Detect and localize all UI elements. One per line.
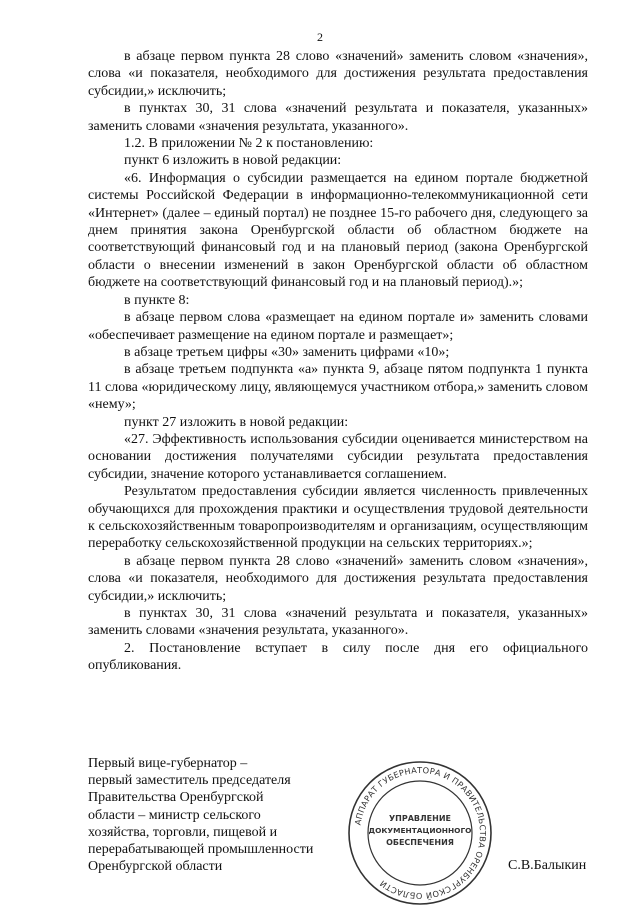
paragraph: в абзаце третьем подпункта «а» пункта 9, абзаце пятом подпункта 1 пункта 11 слова «юридическому лицу, являющемуся участником отбора,» заменить словом «нему»; [88, 362, 588, 413]
signer-line: Правительства Оренбургской [88, 790, 264, 806]
signer-title [88, 755, 348, 875]
stamp-outer-text: АППАРАТ ГУБЕРНАТОРА И ПРАВИТЕЛЬСТВА ОРЕНБУРГСКОЙ ОБЛАСТИ [352, 764, 489, 902]
paragraph: Результатом предоставления субсидии является численность привлеченных обучающихся для прохождения практики и осуществления трудовой деятельности к сельскохозяйственным товаропроизводителям и организациям, осуществляющим переработку сельскохозяйственной продукции на сельских территориях.»; [88, 484, 588, 552]
paragraph: в абзаце первом пункта 28 слово «значений» заменить словом «значения», слова «и показателя, необходимого для достижения результата предоставления субсидии,» исключить; [88, 553, 588, 604]
paragraph: в абзаце первом слова «размещает на едином портале и» заменить словами «обеспечивает размещение на едином портале и размещает»; [88, 310, 588, 343]
paragraph: в абзаце первом пункта 28 слово «значений» заменить словом «значения», слова «и показателя, необходимого для достижения результата предоставления субсидии,» исключить; [88, 49, 588, 99]
signer-line: перерабатывающей промышленности [88, 842, 314, 858]
signature-name: С.В.Балыкин [508, 858, 587, 873]
paragraph: пункт 6 изложить в новой редакции: [124, 153, 342, 169]
signer-line: первый заместитель председателя [88, 773, 291, 789]
paragraph: 1.2. В приложении № 2 к постановлению: [124, 136, 374, 152]
paragraph: «6. Информация о субсидии размещается на едином портале бюджетной системы Российской Федерации в информационно-телекоммуникационной сети «Интернет» (далее – единый портал) не позднее 15-го рабочего дня, следующего за днем принятия закона Оренбургской области об областном бюджете на соответствующий финансовый год и на плановый период (закона Оренбургской области о внесении изменений в закон Оренбургской области об областном бюджете на соответствующий финансовый год и на плановый период).»; [88, 170, 588, 291]
page-number: 2 [317, 30, 323, 44]
paragraph: 2. Постановление вступает в силу после дня его официального опубликования. [88, 640, 588, 674]
paragraph: в пунктах 30, 31 слова «значений результата и показателя, указанных» заменить словами «значения результата, указанного». [88, 101, 588, 134]
document-body [88, 48, 588, 675]
signer-line: Первый вице-губернатор – [88, 756, 248, 771]
signer-line: области – министр сельского [88, 807, 261, 823]
paragraph: в абзаце третьем цифры «30» заменить цифрами «10»; [124, 344, 450, 360]
signer-line: хозяйства, торговли, пищевой и [88, 824, 278, 840]
paragraph: в пунктах 30, 31 слова «значений результата и показателя, указанных» заменить словами «значения результата, указанного». [88, 606, 588, 639]
paragraph: «27. Эффективность использования субсидии оценивается министерством на основании достижения получателями субсидии результата предоставления субсидии, значение которого устанавливается соглашением. [88, 431, 588, 482]
stamp-inner-line: ДОКУМЕНТАЦИОННОГО [368, 826, 472, 835]
stamp-inner-line: ОБЕСПЕЧЕНИЯ [386, 838, 454, 847]
official-stamp [345, 758, 495, 908]
paragraph: пункт 27 изложить в новой редакции: [124, 414, 349, 430]
stamp-inner-line: УПРАВЛЕНИЕ [389, 814, 451, 823]
signer-line: Оренбургской области [88, 859, 223, 875]
paragraph: в пункте 8: [124, 292, 190, 308]
